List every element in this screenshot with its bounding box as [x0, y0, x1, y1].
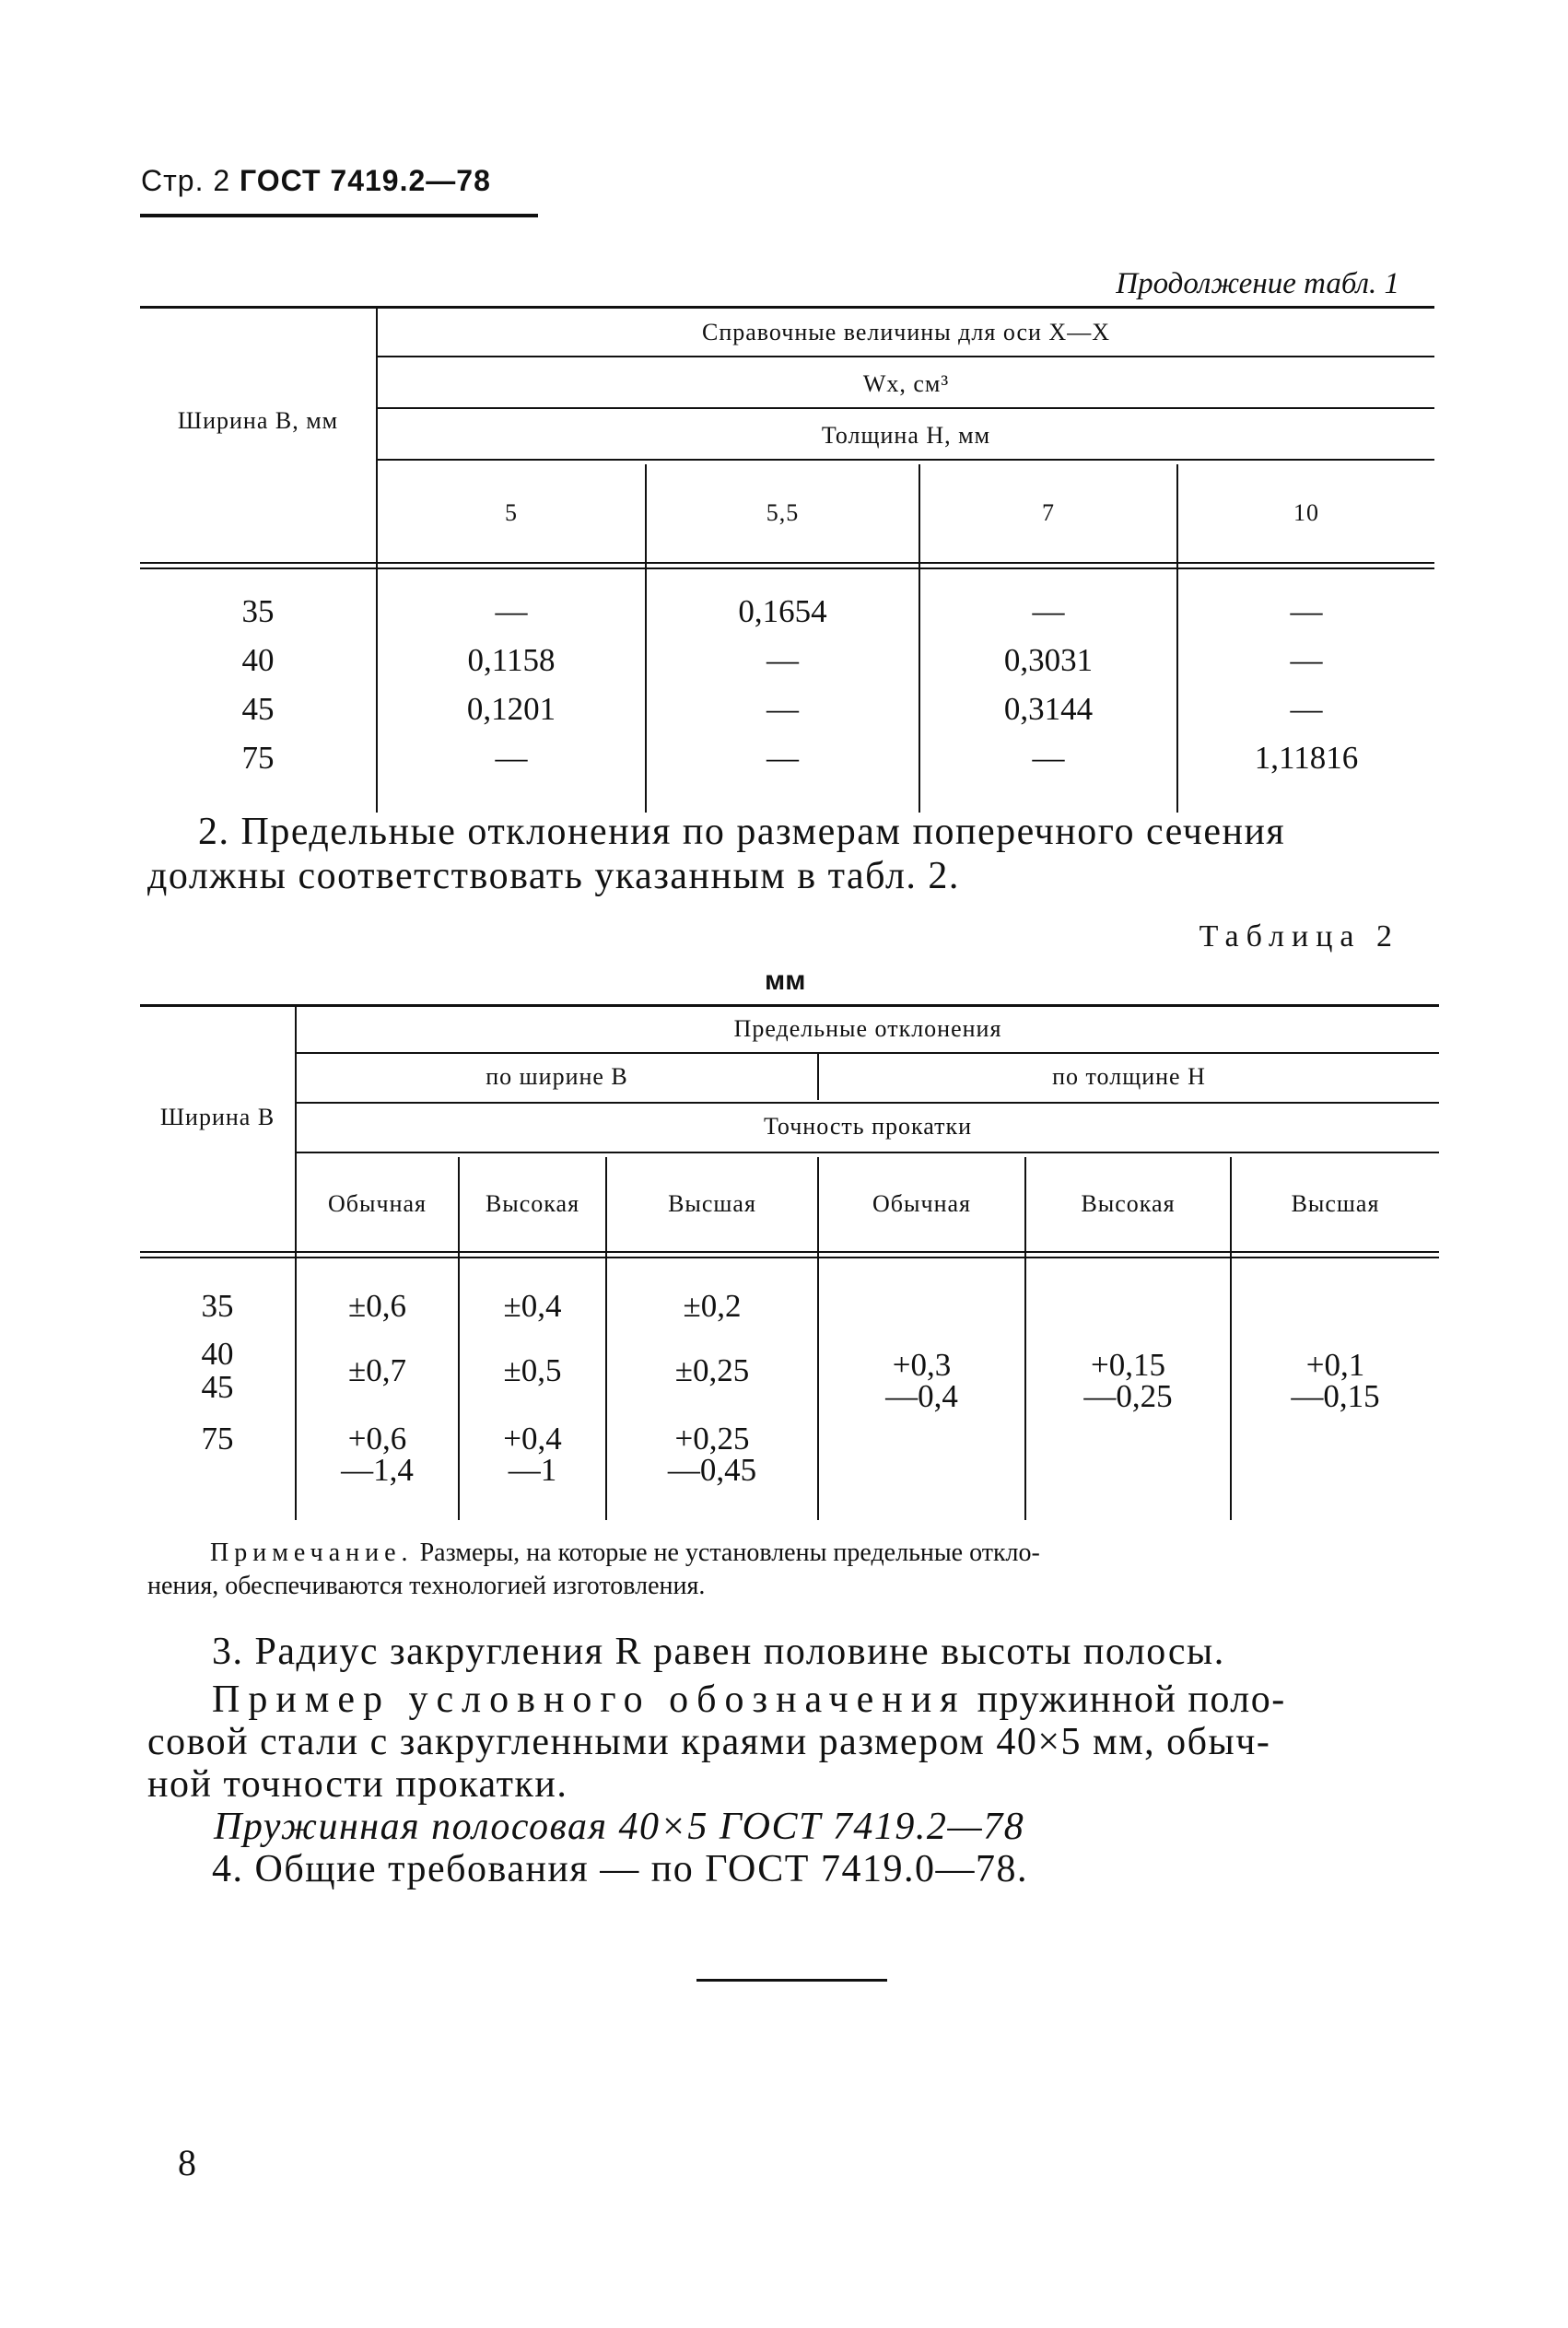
example-line-2: совой стали с закругленными краями размером 40×5 мм, обыч- [147, 1721, 1271, 1763]
table2-unit: мм [765, 965, 806, 996]
table1-top-rule [140, 306, 1434, 309]
table2-class-header: Высокая [1081, 1190, 1176, 1217]
running-header [141, 164, 491, 198]
table2-row-width: 45 [201, 1369, 234, 1405]
table1-rule [378, 356, 1434, 357]
table2-row-width: 75 [201, 1421, 234, 1456]
table2-class-header: Высшая [1291, 1190, 1380, 1217]
table1-thickness-10: 10 [1293, 499, 1319, 526]
note-text-2: нения, обеспечиваются технологией изготовления. [147, 1572, 706, 1600]
example-label: Пример условного обозначения [212, 1679, 966, 1721]
table1-width-header: Ширина B, мм [177, 407, 339, 434]
table2-class-header: Обычная [328, 1190, 427, 1217]
example-line-1 [212, 1679, 1286, 1721]
example-line-3: ной точности прокатки. [147, 1763, 568, 1806]
table2-head-rule [140, 1251, 1439, 1253]
table2-by-thickness-header: по толщине H [1052, 1063, 1206, 1090]
table1-cell: — [766, 642, 799, 678]
header-rule [140, 214, 538, 217]
paragraph-2-line-1: 2. Предельные отклонения по размерам поперечного сечения [198, 811, 1286, 853]
table2-cell: ±0,7 [348, 1352, 406, 1388]
table1-cell: 0,1201 [466, 691, 556, 727]
table1-continuation-caption: Продолжение табл. 1 [1116, 267, 1399, 300]
page-number: 8 [178, 2142, 196, 2183]
table1-thickness-5-5: 5,5 [766, 499, 800, 526]
table1-row-width: 40 [241, 642, 275, 678]
table2-thickness-cell: +0,3 [892, 1347, 952, 1383]
table2-cell: ±0,2 [683, 1288, 742, 1324]
table1-cell: — [766, 691, 799, 727]
table2-thickness-cell: +0,15 [1091, 1347, 1165, 1383]
example-designation: Пружинная полосовая 40×5 ГОСТ 7419.2—78 [214, 1806, 1025, 1848]
table2-thickness-cell: —0,25 [1083, 1378, 1173, 1414]
table2-cell: ±0,4 [503, 1288, 562, 1324]
table2-rule [297, 1052, 1439, 1054]
table1-cell: — [1290, 642, 1323, 678]
table1-cell: — [1032, 740, 1065, 776]
table2-note-line-1 [210, 1537, 1040, 1570]
table1-row-width: 35 [241, 593, 275, 629]
table2-cell: +0,4 [503, 1421, 562, 1456]
table1-cell: — [495, 593, 528, 629]
paragraph-4: 4. Общие требования — по ГОСТ 7419.0—78. [212, 1848, 1028, 1890]
table1-ref-header: Справочные величины для оси X—X [702, 319, 1110, 345]
note-text-1: Размеры, на которые не установлены предельные откло- [419, 1538, 1040, 1567]
table2-limits-header: Предельные отклонения [733, 1015, 1002, 1042]
table2-cell: +0,6 [347, 1421, 407, 1456]
table1-rule [378, 407, 1434, 409]
table2-class-header: Обычная [872, 1190, 971, 1217]
table2-caption: Таблица 2 [1199, 919, 1399, 953]
table1-thickness-7: 7 [1042, 499, 1055, 526]
table2 [140, 1004, 1439, 1520]
table1-thickness-5: 5 [505, 499, 518, 526]
table1-cell: — [495, 740, 528, 776]
table1-cell: 0,1654 [738, 593, 827, 629]
table2-width-header: Ширина B [159, 1104, 275, 1130]
end-rule [696, 1979, 887, 1982]
table2-thickness-cell: —0,15 [1291, 1378, 1380, 1414]
table1-cell: — [1290, 691, 1323, 727]
table2-cell: —1,4 [341, 1452, 414, 1488]
table1-row-width: 45 [241, 691, 275, 727]
table2-row-width: 40 [201, 1336, 234, 1372]
table2-row-width: 35 [201, 1288, 234, 1324]
table2-thickness-cell: —0,4 [885, 1378, 958, 1414]
table2-by-width-header: по ширине B [486, 1063, 628, 1090]
table2-top-rule [140, 1004, 1439, 1007]
page-label: Стр. 2 [141, 164, 231, 197]
table2-cell: ±0,25 [674, 1352, 750, 1388]
table2-thickness-cell: +0,1 [1305, 1347, 1365, 1383]
table2-cell: —1 [508, 1452, 557, 1488]
paragraph-2-line-2: должны соответствовать указанным в табл. 2. [147, 855, 960, 897]
note-label: Примечание. [210, 1538, 414, 1567]
table1-head-rule [140, 567, 1434, 569]
table2-rule [297, 1102, 1439, 1104]
table2-precision-header: Точность прокатки [763, 1113, 973, 1140]
example-line-1-rest: пружинной поло- [977, 1679, 1286, 1721]
table2-class-header: Высокая [485, 1190, 580, 1217]
table2-cell: —0,45 [667, 1452, 757, 1488]
table1-row-width: 75 [241, 740, 275, 776]
table1-cell: 0,3031 [1003, 642, 1094, 678]
table1-wx-header: Wx, см³ [862, 370, 950, 397]
table1-cell: — [766, 740, 799, 776]
table1-head-rule [140, 562, 1434, 564]
table1-cell: 0,1158 [467, 642, 556, 678]
table2-cell: ±0,5 [503, 1352, 562, 1388]
table1-cell: 1,11816 [1254, 740, 1359, 776]
table2-rule [297, 1152, 1439, 1153]
standard-number: ГОСТ 7419.2—78 [240, 164, 491, 197]
table1-cell: — [1290, 593, 1323, 629]
table1-rule [378, 459, 1434, 461]
table1 [140, 306, 1434, 813]
table1-thickness-header: Толщина H, мм [821, 422, 991, 449]
table1-cell: — [1032, 593, 1065, 629]
table2-cell: +0,25 [674, 1421, 750, 1456]
table2-class-header: Высшая [668, 1190, 756, 1217]
table1-cell: 0,3144 [1003, 691, 1094, 727]
table2-cell: ±0,6 [348, 1288, 406, 1324]
table2-head-rule [140, 1257, 1439, 1258]
paragraph-3: 3. Радиус закругления R равен половине высоты полосы. [212, 1631, 1225, 1673]
